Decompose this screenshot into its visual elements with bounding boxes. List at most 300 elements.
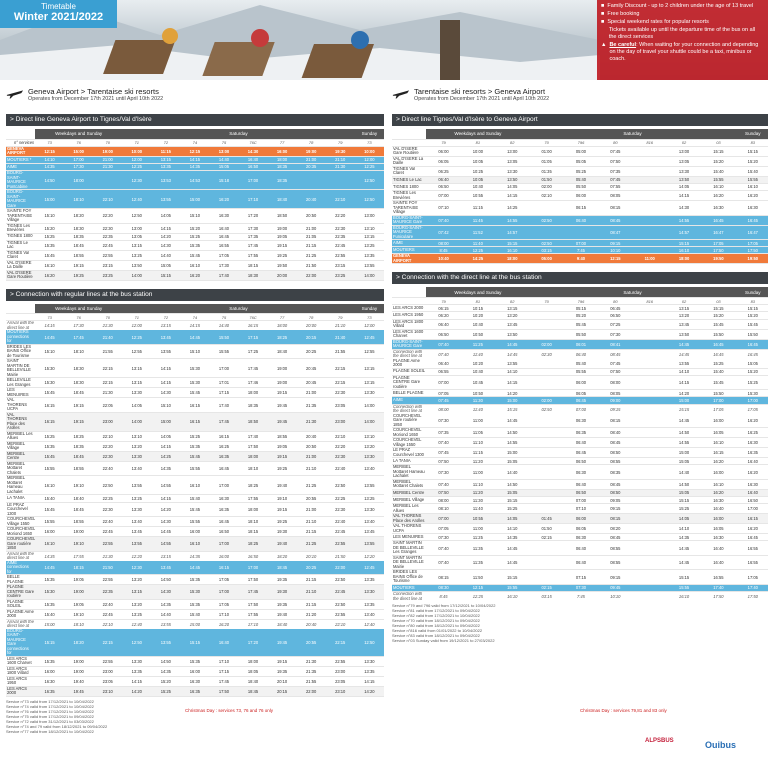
time-cell: 14:15 xyxy=(495,375,529,390)
time-cell: 22:10 xyxy=(326,190,355,209)
time-cell: 18:05 xyxy=(239,666,268,676)
time-cell: 15:25 xyxy=(701,359,735,369)
time-cell: 13:30 xyxy=(355,656,384,666)
time-cell: 17:50 xyxy=(239,575,268,585)
time-cell: 19:00 xyxy=(64,656,93,666)
time-cell: 07:55 xyxy=(598,183,632,190)
time-cell: 13:53 xyxy=(151,171,180,190)
time-cell: 14:05 xyxy=(495,183,529,190)
time-cell: 17:55 xyxy=(239,250,268,260)
timetable-badge xyxy=(0,0,117,28)
time-cell: 21:35 xyxy=(297,666,326,676)
time-cell: 14:40 xyxy=(667,465,701,480)
time-cell: 08:55 xyxy=(598,458,632,465)
time-cell: 18:30 xyxy=(239,270,268,280)
service-number: 71 xyxy=(122,139,151,146)
time-cell: 03:15 xyxy=(529,247,563,254)
time-cell xyxy=(633,465,667,480)
footnote-line: Service n°816 valid from 01/01/2022 to 10/04/2022 xyxy=(392,628,483,633)
time-cell: 13:45 xyxy=(495,319,529,329)
time-cell: 22:40 xyxy=(93,517,122,527)
table-row xyxy=(392,438,768,448)
services-label: n° services xyxy=(6,139,35,146)
time-cell: 06:30 xyxy=(564,465,598,480)
time-cell: 10:40 xyxy=(426,254,460,264)
time-cell: 07:40 xyxy=(426,541,460,556)
time-cell: 16:00 xyxy=(218,553,230,559)
time-cell: 14:30 xyxy=(239,146,268,156)
time-cell: 16:15 xyxy=(180,398,209,413)
time-cell: 14:45 xyxy=(667,339,701,349)
service-number: 03 xyxy=(701,297,735,304)
stop-name: TIGNES Les Brevières xyxy=(392,191,426,201)
time-cell: 17:45 xyxy=(239,359,268,378)
service-number: 79 xyxy=(426,297,460,304)
time-cell: 12:30 xyxy=(122,561,151,575)
time-cell: 21:55 xyxy=(326,344,355,359)
time-cell: 16:20 xyxy=(701,489,735,496)
time-cell: 17:35 xyxy=(239,233,268,240)
time-cell: 18:40 xyxy=(276,621,288,627)
time-cell: 12:00 xyxy=(355,156,384,163)
group-header: Sunday xyxy=(355,129,384,139)
corner-cell xyxy=(392,287,426,297)
time-cell: 02:00 xyxy=(529,397,563,404)
time-cell: 18:25 xyxy=(239,476,268,495)
time-cell: 22:45 xyxy=(326,240,355,250)
time-cell: 20:45 xyxy=(297,378,326,388)
time-cell: 08:45 xyxy=(598,534,632,541)
time-cell: 14:10 xyxy=(667,524,701,534)
time-cell: 17:05 xyxy=(209,575,238,585)
time-cell: 15:20 xyxy=(180,223,209,233)
time-cell: 15:55 xyxy=(667,584,701,591)
time-cell: 06:40 xyxy=(564,215,598,225)
service-number: 77 xyxy=(268,139,297,146)
time-cell: 12:25 xyxy=(122,163,151,170)
time-cell: 19:30 xyxy=(268,585,297,600)
service-number: 71 xyxy=(122,314,151,321)
time-cell: 19:00 xyxy=(268,359,297,378)
time-cell: 22:40 xyxy=(326,461,355,476)
time-cell: 02:30 xyxy=(541,351,552,357)
time-cell: 16:30 xyxy=(736,201,768,216)
table-row xyxy=(392,166,768,176)
time-cell: 14:00 xyxy=(122,270,151,280)
time-cell: 17:25 xyxy=(239,344,268,359)
time-cell xyxy=(633,458,667,465)
corner-cell xyxy=(392,297,426,304)
time-cell: 13:55 xyxy=(122,537,151,552)
stop-name: Connection with the direct line at xyxy=(393,349,423,358)
time-cell: 14:50 xyxy=(35,171,64,190)
time-cell: 10:55 xyxy=(461,514,495,524)
service-number: 70 xyxy=(93,314,122,321)
table-row xyxy=(6,666,384,676)
service-number: 81 xyxy=(461,139,495,146)
time-cell: 12:50 xyxy=(122,629,151,657)
time-cell: 20:10 xyxy=(306,553,317,559)
time-cell: 19:00 xyxy=(268,378,297,388)
time-cell: 14:05 xyxy=(667,514,701,524)
time-cell xyxy=(633,414,667,428)
time-cell: 09:15 xyxy=(610,406,621,412)
time-cell: 14:15 xyxy=(667,191,701,201)
time-cell: 15:15 xyxy=(495,240,529,247)
time-cell: 13:35 xyxy=(355,250,384,260)
time-cell: 14:00 xyxy=(355,412,384,431)
time-cell: 02:50 xyxy=(541,406,552,412)
time-cell: 17:00 xyxy=(209,585,238,600)
time-cell: 17:00 xyxy=(209,537,238,552)
time-cell: 16:10 xyxy=(701,183,735,190)
group-header: Sunday xyxy=(736,129,768,139)
time-cell: 05:50 xyxy=(564,329,598,339)
time-cell: 17:55 xyxy=(239,495,268,502)
time-cell: 10:20 xyxy=(461,312,495,319)
time-cell: 15:05 xyxy=(495,489,529,496)
stop-name: LA TANIA xyxy=(392,458,426,465)
group-header: Weekdays and Sunday xyxy=(426,287,529,297)
time-cell: 13:15 xyxy=(122,359,151,378)
time-cell: 22:15 xyxy=(93,629,122,657)
time-cell: 14:40 xyxy=(151,250,180,260)
time-cell: 21:20 xyxy=(297,609,326,619)
time-cell: 15:10 xyxy=(35,209,64,224)
time-cell: 18:30 xyxy=(64,359,93,378)
table-row xyxy=(6,209,384,224)
time-cell: 16:35 xyxy=(209,502,238,517)
time-cell: 12:00 xyxy=(364,323,375,329)
time-cell: 8:45 xyxy=(439,594,448,599)
time-cell: 17:50 xyxy=(239,599,268,609)
time-cell: 11:15 xyxy=(151,146,180,156)
time-cell: 13:50 xyxy=(495,329,529,339)
time-cell: 14:45 xyxy=(35,330,64,344)
stop-name: LES ARCS 1800 Villard xyxy=(392,319,426,329)
time-cell: 16:15 xyxy=(35,412,64,431)
time-cell: 21:10 xyxy=(326,156,355,163)
time-cell: 07:10 xyxy=(564,504,598,514)
time-cell: 15:35 xyxy=(180,575,209,585)
time-cell: 18:35 xyxy=(64,441,93,451)
time-cell: 02:15 xyxy=(529,534,563,541)
time-cell: 16:45 xyxy=(736,339,768,349)
table-row xyxy=(392,329,768,339)
time-cell: 17:50 xyxy=(239,441,268,451)
time-cell: 13:45 xyxy=(667,319,701,329)
time-cell: 08:00 xyxy=(426,496,460,503)
time-cell: 16:45 xyxy=(701,339,735,349)
table-row xyxy=(6,575,384,585)
time-cell: 18:35 xyxy=(268,171,297,190)
time-cell: 13:45 xyxy=(122,527,151,537)
time-cell: 17:15 xyxy=(209,388,238,398)
time-cell: 16:40 xyxy=(209,629,238,657)
time-cell: 22:55 xyxy=(326,537,355,552)
time-cell: 16:20 xyxy=(736,414,768,428)
time-cell: 12:20 xyxy=(364,553,375,559)
time-cell: 14:15 xyxy=(151,495,180,502)
time-cell: 13:30 xyxy=(355,585,384,600)
time-cell xyxy=(529,368,563,375)
time-cell: 22:00 xyxy=(297,686,326,696)
time-cell: 22:10 xyxy=(93,190,122,209)
time-cell: 13:25 xyxy=(122,495,151,502)
time-cell: 22:25 xyxy=(93,495,122,502)
time-cell: 07:50 xyxy=(426,489,460,496)
time-cell: 08:30 xyxy=(426,584,460,591)
time-cell: 23:00 xyxy=(326,412,355,431)
time-cell: 06:00 xyxy=(564,191,598,201)
bullet-icon: ■ xyxy=(601,3,605,9)
time-cell: 13:35 xyxy=(151,163,180,170)
corner-cell xyxy=(6,129,35,139)
time-cell: 18:20 xyxy=(276,553,288,559)
time-cell: 15:35 xyxy=(35,441,64,451)
stop-name: VAL D'ISERE Gare Routière xyxy=(392,146,426,156)
time-cell: 19:50 xyxy=(268,260,297,270)
time-cell xyxy=(529,225,563,240)
time-cell: 15:35 xyxy=(180,656,209,666)
time-cell xyxy=(633,166,667,176)
table-row xyxy=(392,191,768,201)
time-cell: 18:45 xyxy=(239,686,268,696)
time-cell: 16:45 xyxy=(747,351,758,357)
service-number: 72 xyxy=(151,139,180,146)
service-number: 74 xyxy=(180,139,209,146)
warning-icon: ▲ xyxy=(601,42,607,48)
time-cell: 22:30 xyxy=(93,451,122,461)
stop-name: Arrival with the direct line at xyxy=(7,551,34,561)
time-cell: 15:40 xyxy=(180,609,209,619)
time-cell: 18:25 xyxy=(64,431,93,441)
group-header: Saturday xyxy=(529,129,735,139)
time-cell: 07:45 xyxy=(426,397,460,404)
time-cell: 06:45 xyxy=(598,305,632,312)
time-cell: 07:00 xyxy=(426,191,460,201)
table-row xyxy=(6,398,384,413)
time-cell: 13:15 xyxy=(122,378,151,388)
time-cell: 23:00 xyxy=(326,666,355,676)
time-cell: 22:55 xyxy=(93,575,122,585)
table-row xyxy=(6,461,384,476)
service-number: 02 xyxy=(667,297,701,304)
time-cell: 08:55 xyxy=(598,541,632,556)
stop-name: Connection with the direct line at xyxy=(393,404,423,414)
time-cell: 15:00 xyxy=(151,412,180,431)
time-cell: 16:05 xyxy=(701,524,735,534)
time-cell: 17:30 xyxy=(64,163,93,170)
time-cell: 14:35 xyxy=(495,534,529,541)
time-cell: 13:00 xyxy=(209,146,238,156)
stop-name: VAL THORENS Place des Arolles xyxy=(6,412,35,431)
time-cell: 15:30 xyxy=(180,378,209,388)
time-cell: 22:45 xyxy=(93,240,122,250)
time-cell: 15:20 xyxy=(151,676,180,686)
table-row xyxy=(6,321,384,331)
table-row xyxy=(6,585,384,600)
time-cell: 21:00 xyxy=(93,156,122,163)
time-cell: 17:00 xyxy=(736,504,768,514)
stop-name: LE PRAZ Courchevel 1300 xyxy=(6,502,35,517)
time-cell xyxy=(633,524,667,534)
stop-name: PLAGNE CENTRE Gare routière xyxy=(392,375,426,390)
time-cell: 19:50 xyxy=(736,254,768,264)
time-cell: 16:35 xyxy=(209,451,238,461)
time-cell: 13:35 xyxy=(355,666,384,676)
time-cell xyxy=(633,339,667,349)
time-cell: 05:25 xyxy=(564,166,598,176)
stop-name: BRIDES LES BAINS Office de Tourisme xyxy=(6,344,35,359)
time-cell: 14:50 xyxy=(667,428,701,438)
time-cell: 16:20 xyxy=(218,621,230,627)
table-row xyxy=(392,319,768,329)
time-cell: 05:15 xyxy=(564,305,598,312)
time-cell: 16:15 xyxy=(35,398,64,413)
time-cell: 14:20 xyxy=(151,233,180,240)
time-cell: 15:45 xyxy=(180,388,209,398)
time-cell: 15:40 xyxy=(701,368,735,375)
time-cell: 19:25 xyxy=(268,250,297,260)
stop-name: LE PRAZ Courchevel 1300 xyxy=(392,448,426,458)
stop-name: GENEVA AIRPORT xyxy=(6,146,35,156)
time-cell: 13:15 xyxy=(355,359,384,378)
time-cell: 13:05 xyxy=(667,156,701,166)
time-cell: 19:30 xyxy=(268,527,297,537)
time-cell: 12:50 xyxy=(122,209,151,224)
time-cell: 11:40 xyxy=(472,351,483,357)
time-cell: 15:30 xyxy=(180,359,209,378)
time-cell: 19:45 xyxy=(64,686,93,696)
time-cell xyxy=(633,359,667,369)
table-row xyxy=(392,247,768,254)
time-cell: 14:10 xyxy=(667,368,701,375)
table-row xyxy=(392,183,768,190)
time-cell: 17:20 xyxy=(239,629,268,657)
time-cell: 13:20 xyxy=(122,575,151,585)
time-cell: 19:30 xyxy=(326,146,355,156)
service-number: 83 xyxy=(736,139,768,146)
time-cell: 12:40 xyxy=(364,621,375,627)
time-cell xyxy=(529,541,563,556)
time-cell: 23:00 xyxy=(93,412,122,431)
time-cell: 08:45 xyxy=(610,351,621,357)
time-cell: 15:30 xyxy=(35,359,64,378)
time-cell: 17:10 xyxy=(247,621,259,627)
time-cell: 15:30 xyxy=(35,378,64,388)
time-cell: 7:45 xyxy=(576,594,585,599)
time-cell: 17:40 xyxy=(209,270,238,280)
time-cell: 21:30 xyxy=(93,163,122,170)
time-cell: 19:45 xyxy=(268,629,297,657)
table-row xyxy=(392,254,768,264)
time-cell: 18:15 xyxy=(64,561,93,575)
time-cell: 13:55 xyxy=(151,344,180,359)
time-cell: 07:30 xyxy=(426,534,460,541)
time-cell xyxy=(529,489,563,496)
time-cell: 15:15 xyxy=(35,629,64,657)
time-cell: 18:10 xyxy=(239,517,268,527)
service-number: 79 xyxy=(326,139,355,146)
service-number: 70 xyxy=(529,139,563,146)
footnote-line: Service n°03 Sunday valid from 19/12/2021 to 27/03/2022 xyxy=(392,638,495,643)
time-cell: 14:50 xyxy=(151,656,180,666)
time-cell: 22:10 xyxy=(93,431,122,441)
time-cell: 19:05 xyxy=(64,599,93,609)
service-number: 82 xyxy=(495,139,529,146)
time-cell: 21:00 xyxy=(297,388,326,398)
time-cell: 15:20 xyxy=(736,156,768,166)
table-row xyxy=(392,390,768,397)
corner-cell xyxy=(392,139,426,146)
time-cell: 21:50 xyxy=(297,260,326,270)
time-cell: 15:45 xyxy=(701,375,735,390)
time-cell: 13:20 xyxy=(355,441,384,451)
time-cell: 12:00 xyxy=(122,156,151,163)
time-cell: 07:50 xyxy=(598,156,632,166)
time-cell: 22:55 xyxy=(93,656,122,666)
time-cell: 20:00 xyxy=(306,323,317,329)
time-cell: 23:00 xyxy=(93,666,122,676)
time-cell xyxy=(633,570,667,585)
time-cell: 16:40 xyxy=(701,541,735,556)
time-cell: 08:45 xyxy=(598,215,632,225)
time-cell: 12:25 xyxy=(355,163,384,170)
time-cell: 06:40 xyxy=(564,555,598,570)
time-cell: 18:25 xyxy=(239,537,268,552)
time-cell: 19:00 xyxy=(64,527,93,537)
time-cell: 20:15 xyxy=(297,330,326,344)
time-cell: 15:00 xyxy=(44,621,55,627)
time-cell: 15:55 xyxy=(35,517,64,527)
time-cell xyxy=(633,390,667,397)
time-cell: 01:00 xyxy=(529,146,563,156)
time-cell: 14:50 xyxy=(667,479,701,489)
time-cell: 18:00 xyxy=(239,451,268,461)
time-cell: 22:30 xyxy=(326,451,355,461)
time-cell: 14:00 xyxy=(355,398,384,413)
stop-name: VAL THORENS Place des Arolles xyxy=(393,513,425,523)
time-cell: 21:30 xyxy=(93,388,122,398)
time-cell: 15:40 xyxy=(701,166,735,176)
time-cell: 11:10 xyxy=(461,479,495,489)
time-cell: 7:45 xyxy=(564,247,598,254)
time-cell: 08:47 xyxy=(598,225,632,240)
time-cell: 11:40 xyxy=(461,240,495,247)
time-cell: 05:05 xyxy=(564,156,598,166)
footnote-line: Service n°73 valid from 17/12/2021 to 10/04/2022 xyxy=(6,698,94,704)
time-cell: 14:45 xyxy=(495,339,529,349)
time-cell: 06:01 xyxy=(564,339,598,349)
time-cell: 19:15 xyxy=(64,260,93,270)
airplane-icon xyxy=(6,88,24,100)
time-cell: 11:25 xyxy=(461,534,495,541)
time-cell: 06:00 xyxy=(564,514,598,524)
time-cell: 14:05 xyxy=(151,209,180,224)
table-row xyxy=(6,344,384,359)
time-cell xyxy=(633,240,667,247)
stop-name: Arrival with the direct line at xyxy=(7,320,34,330)
stop-name: VAL D'ISERE La Daille xyxy=(6,260,35,270)
time-cell: 15:15 xyxy=(736,305,768,312)
time-cell: 08:20 xyxy=(598,524,632,534)
time-cell: 14:45 xyxy=(180,561,209,575)
time-cell xyxy=(297,171,326,190)
time-cell: 12:40 xyxy=(131,621,142,627)
service-number: 76 xyxy=(64,139,93,146)
time-cell: 08:50 xyxy=(598,448,632,458)
